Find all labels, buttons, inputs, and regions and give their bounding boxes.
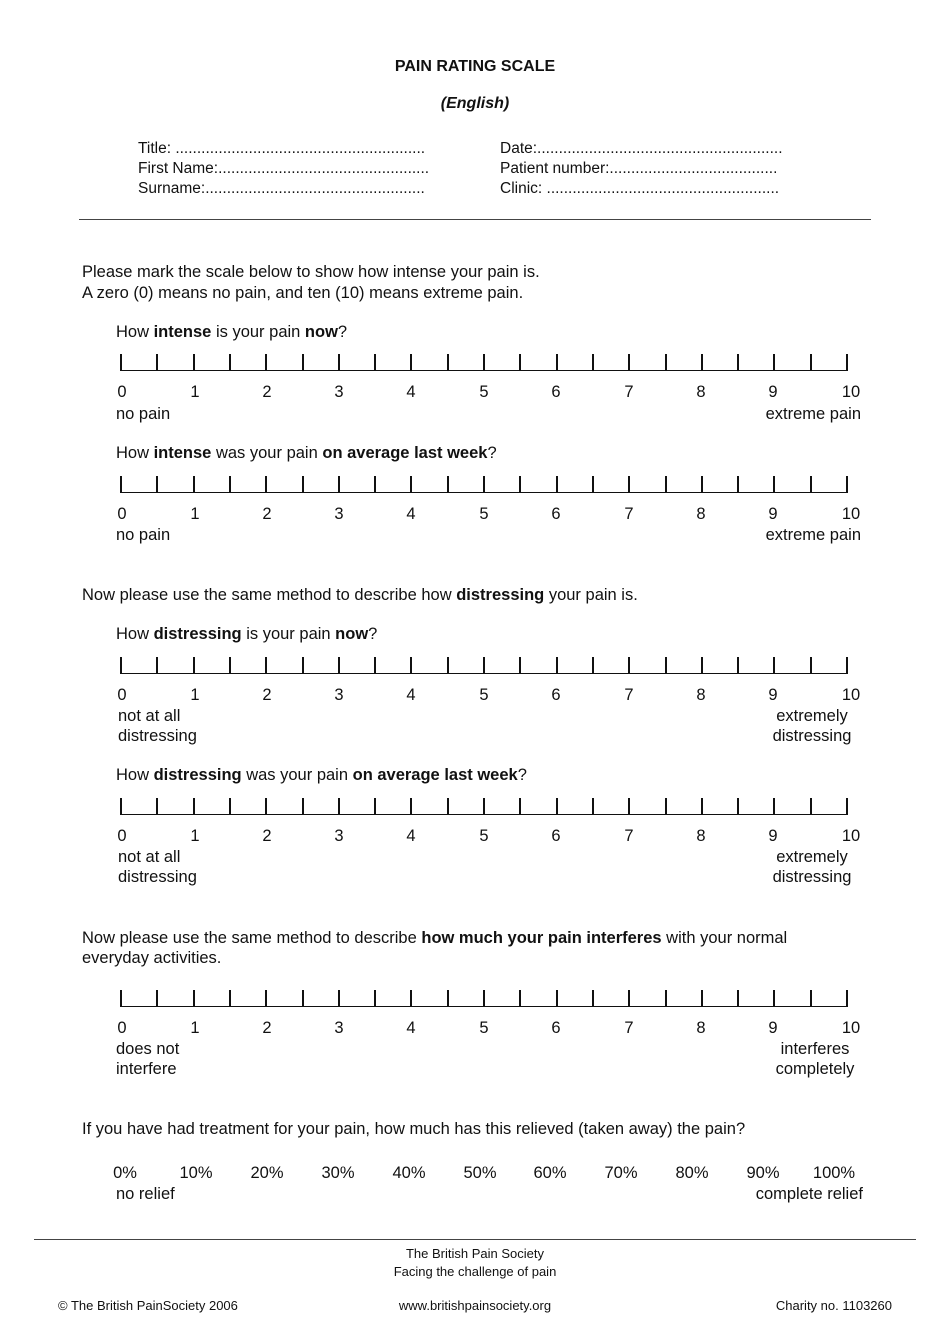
scale-tick[interactable] — [156, 657, 158, 674]
scale-tick[interactable] — [628, 657, 630, 674]
scale-tick[interactable] — [410, 798, 412, 815]
scale-tick[interactable] — [592, 354, 594, 371]
scale-number: 0 — [117, 1019, 127, 1037]
relief-high-label: complete relief — [755, 1185, 863, 1203]
scale-number: 2 — [262, 383, 272, 401]
page-title: PAIN RATING SCALE — [394, 58, 556, 75]
scale-numbers — [0, 1019, 950, 1039]
scale-tick[interactable] — [338, 798, 340, 815]
clinic-field[interactable]: Clinic: ...................................................... — [500, 180, 780, 197]
scale-numbers — [0, 686, 950, 706]
scale-number: 0 — [117, 686, 127, 704]
relief-percent-option[interactable]: 90% — [746, 1164, 780, 1182]
scale-tick[interactable] — [556, 354, 558, 371]
scale-number: 5 — [479, 1019, 489, 1037]
scale-tick[interactable] — [193, 354, 195, 371]
date-field[interactable]: Date:......................................................... — [500, 140, 783, 157]
first-name-field[interactable]: First Name:................................................. — [138, 160, 430, 177]
scale-tick[interactable] — [483, 798, 485, 815]
scale-tick[interactable] — [592, 798, 594, 815]
scale-tick[interactable] — [737, 354, 739, 371]
scale-number: 8 — [696, 827, 706, 845]
scale-number: 8 — [696, 686, 706, 704]
relief-low-label: no relief — [116, 1185, 175, 1203]
scale-tick[interactable] — [338, 354, 340, 371]
rating-scale-distress-now[interactable] — [120, 656, 848, 674]
footer-tagline: Facing the challenge of pain — [393, 1264, 557, 1279]
scale-number: 10 — [841, 686, 861, 704]
scale-tick[interactable] — [374, 476, 376, 493]
rating-scale-interference[interactable] — [120, 989, 848, 1007]
scale-number: 0 — [117, 827, 127, 845]
scale-tick[interactable] — [592, 657, 594, 674]
scale-tick[interactable] — [592, 990, 594, 1007]
scale-tick[interactable] — [737, 798, 739, 815]
scale-tick[interactable] — [265, 476, 267, 493]
relief-percent-option[interactable]: 10% — [179, 1164, 213, 1182]
scale-number: 6 — [551, 686, 561, 704]
scale-tick[interactable] — [447, 798, 449, 815]
scale-tick[interactable] — [374, 798, 376, 815]
scale-tick[interactable] — [628, 798, 630, 815]
scale-number: 4 — [406, 505, 416, 523]
scale-tick[interactable] — [810, 476, 812, 493]
scale-low-label: no pain — [116, 526, 171, 544]
footer-divider — [34, 1239, 916, 1240]
scale-tick[interactable] — [701, 798, 703, 815]
header-divider — [79, 219, 871, 220]
scale-tick[interactable] — [156, 798, 158, 815]
scale-tick[interactable] — [483, 476, 485, 493]
scale-tick[interactable] — [120, 990, 122, 1007]
scale-tick[interactable] — [737, 476, 739, 493]
scale-tick[interactable] — [265, 798, 267, 815]
scale-number: 5 — [479, 827, 489, 845]
relief-percent-option[interactable]: 0% — [113, 1164, 137, 1182]
scale-tick[interactable] — [665, 476, 667, 493]
scale-tick[interactable] — [519, 476, 521, 493]
scale-tick[interactable] — [265, 657, 267, 674]
scale-tick[interactable] — [519, 657, 521, 674]
scale-tick[interactable] — [229, 354, 231, 371]
scale-number: 2 — [262, 827, 272, 845]
scale-number: 1 — [190, 505, 200, 523]
scale-tick[interactable] — [410, 657, 412, 674]
scale-tick[interactable] — [193, 476, 195, 493]
scale-number: 7 — [624, 383, 634, 401]
scale-tick[interactable] — [447, 657, 449, 674]
surname-field[interactable]: Surname:................................................... — [138, 180, 425, 197]
scale-number: 10 — [841, 505, 861, 523]
scale-tick[interactable] — [773, 990, 775, 1007]
relief-percent-scale[interactable] — [0, 1164, 950, 1184]
scale-tick[interactable] — [665, 990, 667, 1007]
question-intensity-now: How intense is your pain now? — [116, 323, 348, 341]
scale-tick[interactable] — [773, 476, 775, 493]
intro-line-2: A zero (0) means no pain, and ten (10) means extreme pain. — [82, 284, 524, 302]
scale-tick[interactable] — [701, 476, 703, 493]
scale-high-label: extremely distressing — [772, 707, 852, 745]
scale-number: 3 — [334, 1019, 344, 1037]
scale-number: 3 — [334, 686, 344, 704]
scale-number: 9 — [768, 686, 778, 704]
interference-intro-line-2: everyday activities. — [82, 949, 222, 967]
relief-percent-option[interactable]: 80% — [675, 1164, 709, 1182]
scale-tick[interactable] — [265, 990, 267, 1007]
scale-number: 9 — [768, 827, 778, 845]
scale-tick[interactable] — [846, 990, 848, 1007]
scale-number: 4 — [406, 383, 416, 401]
scale-low-label: no pain — [116, 405, 171, 423]
scale-tick[interactable] — [556, 990, 558, 1007]
scale-tick[interactable] — [701, 990, 703, 1007]
scale-tick[interactable] — [302, 354, 304, 371]
scale-tick[interactable] — [374, 657, 376, 674]
scale-number: 10 — [841, 1019, 861, 1037]
scale-tick[interactable] — [483, 354, 485, 371]
scale-number: 5 — [479, 505, 489, 523]
footer-org: The British Pain Society — [405, 1246, 544, 1261]
scale-numbers — [0, 505, 950, 525]
scale-number: 2 — [262, 1019, 272, 1037]
scale-tick[interactable] — [229, 657, 231, 674]
scale-tick[interactable] — [556, 798, 558, 815]
scale-high-label: extremely distressing — [772, 848, 852, 886]
relief-percent-option[interactable]: 100% — [812, 1164, 856, 1182]
scale-tick[interactable] — [519, 354, 521, 371]
scale-number: 10 — [841, 383, 861, 401]
scale-tick[interactable] — [846, 657, 848, 674]
scale-tick[interactable] — [483, 990, 485, 1007]
relief-question: If you have had treatment for your pain, how much has this relieved (taken away) the pain? — [82, 1120, 746, 1138]
scale-tick[interactable] — [410, 476, 412, 493]
scale-number: 6 — [551, 1019, 561, 1037]
scale-tick[interactable] — [810, 657, 812, 674]
scale-number: 3 — [334, 827, 344, 845]
scale-tick[interactable] — [846, 354, 848, 371]
scale-tick[interactable] — [229, 990, 231, 1007]
scale-tick[interactable] — [701, 657, 703, 674]
scale-tick[interactable] — [302, 657, 304, 674]
scale-number: 9 — [768, 383, 778, 401]
scale-tick[interactable] — [628, 476, 630, 493]
footer-website[interactable]: www.britishpainsociety.org — [398, 1298, 552, 1313]
scale-tick[interactable] — [447, 354, 449, 371]
scale-tick[interactable] — [156, 990, 158, 1007]
scale-number: 8 — [696, 383, 706, 401]
scale-tick[interactable] — [120, 657, 122, 674]
relief-percent-option[interactable]: 60% — [533, 1164, 567, 1182]
scale-low-label: not at all distressing — [118, 707, 197, 745]
scale-number: 4 — [406, 686, 416, 704]
scale-number: 4 — [406, 827, 416, 845]
scale-numbers — [0, 827, 950, 847]
scale-tick[interactable] — [265, 354, 267, 371]
scale-tick[interactable] — [810, 354, 812, 371]
scale-number: 7 — [624, 686, 634, 704]
scale-number: 1 — [190, 686, 200, 704]
scale-tick[interactable] — [229, 798, 231, 815]
scale-number: 8 — [696, 505, 706, 523]
scale-number: 4 — [406, 1019, 416, 1037]
scale-number: 2 — [262, 505, 272, 523]
interference-intro: Now please use the same method to describe how much your pain interferes with your normal — [82, 929, 788, 947]
scale-tick[interactable] — [193, 798, 195, 815]
scale-tick[interactable] — [810, 798, 812, 815]
scale-low-label: does not interfere — [116, 1040, 180, 1078]
relief-percent-option[interactable]: 50% — [463, 1164, 497, 1182]
scale-tick[interactable] — [120, 476, 122, 493]
scale-number: 6 — [551, 827, 561, 845]
scale-number: 6 — [551, 505, 561, 523]
footer-charity: Charity no. 1103260 — [775, 1298, 892, 1313]
scale-tick[interactable] — [302, 476, 304, 493]
scale-tick[interactable] — [519, 798, 521, 815]
scale-tick[interactable] — [701, 354, 703, 371]
rating-scale-distress-average[interactable] — [120, 797, 848, 815]
scale-tick[interactable] — [737, 990, 739, 1007]
scale-number: 7 — [624, 505, 634, 523]
scale-tick[interactable] — [592, 476, 594, 493]
scale-tick[interactable] — [156, 476, 158, 493]
scale-number: 1 — [190, 827, 200, 845]
scale-tick[interactable] — [410, 354, 412, 371]
scale-tick[interactable] — [302, 798, 304, 815]
rating-scale-intensity-average[interactable] — [120, 475, 848, 493]
scale-tick[interactable] — [628, 354, 630, 371]
scale-high-label: extreme pain — [765, 526, 861, 544]
relief-percent-option[interactable]: 40% — [392, 1164, 426, 1182]
question-intensity-average: How intense was your pain on average last week? — [116, 444, 497, 462]
scale-number: 5 — [479, 686, 489, 704]
scale-tick[interactable] — [120, 354, 122, 371]
scale-tick[interactable] — [810, 990, 812, 1007]
scale-tick[interactable] — [193, 990, 195, 1007]
scale-number: 0 — [117, 505, 127, 523]
scale-tick[interactable] — [665, 798, 667, 815]
scale-tick[interactable] — [193, 657, 195, 674]
scale-tick[interactable] — [773, 657, 775, 674]
scale-tick[interactable] — [229, 476, 231, 493]
scale-tick[interactable] — [773, 798, 775, 815]
scale-number: 3 — [334, 505, 344, 523]
scale-tick[interactable] — [447, 990, 449, 1007]
scale-low-label: not at all distressing — [118, 848, 197, 886]
scale-tick[interactable] — [338, 476, 340, 493]
scale-number: 3 — [334, 383, 344, 401]
scale-tick[interactable] — [846, 798, 848, 815]
scale-tick[interactable] — [556, 657, 558, 674]
question-distress-average: How distressing was your pain on average last week? — [116, 766, 527, 784]
scale-tick[interactable] — [374, 990, 376, 1007]
scale-number: 0 — [117, 383, 127, 401]
relief-percent-option[interactable]: 30% — [321, 1164, 355, 1182]
scale-tick[interactable] — [447, 476, 449, 493]
scale-number: 9 — [768, 1019, 778, 1037]
scale-number: 5 — [479, 383, 489, 401]
scale-number: 7 — [624, 1019, 634, 1037]
scale-tick[interactable] — [846, 476, 848, 493]
scale-tick[interactable] — [665, 657, 667, 674]
intro-line-1: Please mark the scale below to show how intense your pain is. — [82, 263, 540, 281]
relief-percent-option[interactable]: 20% — [250, 1164, 284, 1182]
scale-tick[interactable] — [410, 990, 412, 1007]
scale-numbers — [0, 383, 950, 403]
scale-tick[interactable] — [519, 990, 521, 1007]
scale-number: 9 — [768, 505, 778, 523]
scale-tick[interactable] — [120, 798, 122, 815]
scale-tick[interactable] — [737, 657, 739, 674]
scale-high-label: interferes completely — [775, 1040, 855, 1078]
scale-high-label: extreme pain — [765, 405, 861, 423]
scale-number: 1 — [190, 1019, 200, 1037]
scale-number: 10 — [841, 827, 861, 845]
scale-tick[interactable] — [628, 990, 630, 1007]
footer-copyright: © The British PainSociety 2006 — [58, 1298, 238, 1313]
scale-tick[interactable] — [773, 354, 775, 371]
patient-number-field[interactable]: Patient number:....................................... — [500, 160, 778, 177]
scale-number: 6 — [551, 383, 561, 401]
relief-percent-option[interactable]: 70% — [604, 1164, 638, 1182]
question-distress-now: How distressing is your pain now? — [116, 625, 378, 643]
scale-tick[interactable] — [483, 657, 485, 674]
title-field[interactable]: Title: .......................................................... — [138, 140, 426, 157]
scale-tick[interactable] — [302, 990, 304, 1007]
scale-tick[interactable] — [338, 990, 340, 1007]
scale-tick[interactable] — [556, 476, 558, 493]
scale-tick[interactable] — [156, 354, 158, 371]
scale-number: 1 — [190, 383, 200, 401]
language-label: (English) — [440, 95, 510, 112]
scale-number: 7 — [624, 827, 634, 845]
scale-tick[interactable] — [338, 657, 340, 674]
scale-tick[interactable] — [665, 354, 667, 371]
rating-scale-intensity-now[interactable] — [120, 353, 848, 371]
scale-number: 8 — [696, 1019, 706, 1037]
scale-number: 2 — [262, 686, 272, 704]
scale-tick[interactable] — [374, 354, 376, 371]
distress-intro: Now please use the same method to describe how distressing your pain is. — [82, 586, 638, 604]
